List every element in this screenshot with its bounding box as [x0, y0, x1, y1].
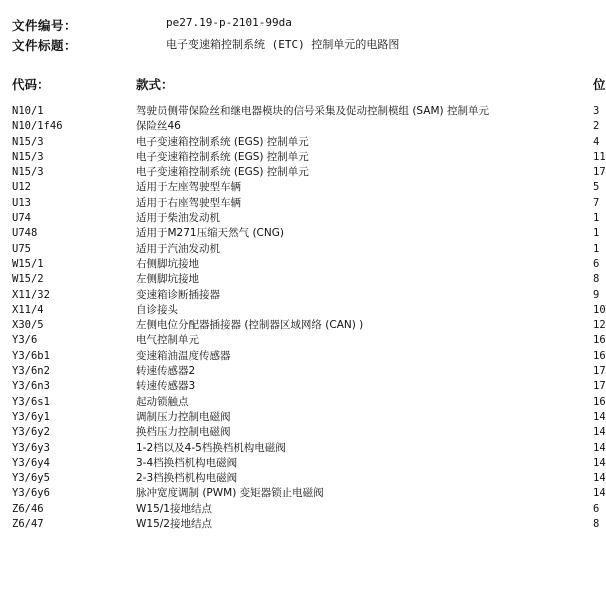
- table-row: [0, 165, 606, 180]
- component-description: 电子变速箱控制系统 (EGS) 控制单元: [136, 135, 309, 148]
- table-row: [0, 211, 603, 226]
- component-position: 7: [593, 196, 600, 209]
- table-row: [0, 471, 606, 486]
- component-code: U75: [12, 242, 31, 255]
- component-code: N15/3: [12, 150, 44, 163]
- component-code: W15/2: [12, 273, 44, 286]
- component-description: 电子变速箱控制系统 (EGS) 控制单元: [136, 166, 309, 179]
- component-position: 16: [593, 395, 606, 408]
- component-description: W15/2接地结点: [136, 518, 212, 531]
- table-row: [0, 180, 603, 195]
- component-code: X11/4: [12, 303, 44, 316]
- component-position: 14: [593, 456, 606, 469]
- component-position: 11: [593, 150, 606, 163]
- component-position: 2: [593, 120, 600, 133]
- component-description: 适用于汽油发动机: [136, 242, 220, 255]
- table-row: [0, 288, 603, 303]
- table-row: [0, 272, 603, 287]
- table-row: [0, 257, 603, 272]
- component-description: 适用于左座驾驶型车辆: [136, 181, 241, 194]
- table-row: [0, 456, 606, 471]
- component-code: Y3/6y6: [12, 487, 50, 500]
- component-code: W15/1: [12, 257, 44, 270]
- component-code: U12: [12, 181, 31, 194]
- component-code: Y3/6s1: [12, 395, 50, 408]
- model-column-header: 款式：: [136, 77, 174, 92]
- table-row: [0, 364, 606, 379]
- table-row: [0, 226, 603, 241]
- file-title-value: 电子变速箱控制系统 (ETC) 控制单元的电路图: [166, 38, 400, 51]
- component-position: 10: [593, 303, 606, 316]
- component-description: 脉冲宽度调制 (PWM) 变矩器锁止电磁阀: [136, 487, 324, 500]
- component-position: 14: [593, 487, 606, 500]
- component-description: 转速传感器2: [136, 365, 196, 378]
- component-description: 转速传感器3: [136, 380, 196, 393]
- component-position: 6: [593, 502, 600, 515]
- component-description: 自诊接头: [136, 303, 178, 316]
- component-description: 适用于柴油发动机: [136, 212, 220, 225]
- component-position: 17: [593, 380, 606, 393]
- component-code: Y3/6n2: [12, 365, 50, 378]
- component-description: 适用于M271压缩天然气 (CNG): [136, 227, 284, 240]
- component-description: 1-2档以及4-5档换档机构电磁阀: [136, 441, 286, 454]
- table-row: [0, 395, 606, 410]
- table-row: [0, 486, 606, 501]
- component-description: 左侧电位分配器插接器 (控制器区域网络 (CAN) ): [136, 319, 364, 332]
- file-number-value: pe27.19-p-2101-99da: [166, 16, 292, 29]
- component-description: 变速箱油温度传感器: [136, 349, 231, 362]
- component-position: 14: [593, 441, 606, 454]
- component-code: N10/1: [12, 105, 44, 117]
- component-code: Z6/46: [12, 502, 44, 515]
- table-row: [0, 441, 606, 456]
- component-description: 起动锁触点: [136, 395, 189, 408]
- component-description: 2-3档换档机构电磁阀: [136, 472, 238, 485]
- component-position: 8: [593, 273, 600, 286]
- component-position: 12: [593, 319, 606, 332]
- component-position: 14: [593, 472, 606, 485]
- component-description: 3-4档换档机构电磁阀: [136, 456, 238, 469]
- table-row: [0, 517, 603, 532]
- table-row: [0, 502, 603, 517]
- table-row: [0, 333, 606, 348]
- component-position: 5: [593, 181, 600, 194]
- component-table: [0, 104, 606, 532]
- component-code: Y3/6y1: [12, 410, 50, 423]
- component-position: 16: [593, 334, 606, 347]
- component-position: 17: [593, 166, 606, 179]
- component-position: 3: [593, 105, 600, 117]
- table-row: [0, 104, 603, 119]
- component-description: 调制压力控制电磁阀: [136, 410, 231, 423]
- component-position: 8: [593, 518, 600, 531]
- component-position: 1: [593, 227, 600, 240]
- component-code: X30/5: [12, 319, 44, 332]
- component-code: U13: [12, 196, 31, 209]
- table-row: [0, 119, 603, 134]
- code-column-header: 代码：: [12, 77, 50, 92]
- component-description: 保险丝46: [136, 120, 181, 133]
- component-code: Y3/6: [12, 334, 38, 347]
- component-position: 1: [593, 212, 600, 225]
- component-position: 14: [593, 426, 606, 439]
- component-description: 电子变速箱控制系统 (EGS) 控制单元: [136, 150, 309, 163]
- component-position: 1: [593, 242, 600, 255]
- table-row: [0, 425, 606, 440]
- component-position: 4: [593, 135, 600, 148]
- component-description: 换档压力控制电磁阀: [136, 426, 231, 439]
- component-code: U74: [12, 212, 31, 225]
- table-row: [0, 242, 603, 257]
- component-description: 左侧脚坑接地: [136, 273, 199, 286]
- component-code: N10/1f46: [12, 120, 63, 133]
- component-description: 驾驶员侧带保险丝和继电器模块的信号采集及促动控制模组 (SAM) 控制单元: [136, 105, 489, 117]
- component-position: 17: [593, 365, 606, 378]
- file-number-label: 文件编号：: [12, 18, 78, 33]
- component-code: Y3/6y5: [12, 472, 50, 485]
- component-position: 14: [593, 410, 606, 423]
- component-description: W15/1接地结点: [136, 502, 212, 515]
- component-description: 电气控制单元: [136, 334, 199, 347]
- component-code: N15/3: [12, 135, 44, 148]
- component-code: Z6/47: [12, 518, 44, 531]
- component-position: 6: [593, 257, 600, 270]
- table-row: [0, 196, 603, 211]
- component-code: Y3/6y4: [12, 456, 50, 469]
- component-description: 适用于右座驾驶型车辆: [136, 196, 241, 209]
- component-code: U748: [12, 227, 38, 240]
- component-code: N15/3: [12, 166, 44, 179]
- component-position: 16: [593, 349, 606, 362]
- table-row: [0, 410, 606, 425]
- file-title-label: 文件标题：: [12, 38, 78, 53]
- table-row: [0, 150, 606, 165]
- component-position: 9: [593, 288, 600, 301]
- component-code: Y3/6y2: [12, 426, 50, 439]
- component-code: Y3/6y3: [12, 441, 50, 454]
- table-row: [0, 303, 606, 318]
- table-row: [0, 379, 606, 394]
- component-description: 变速箱诊断插接器: [136, 288, 220, 301]
- table-row: [0, 349, 606, 364]
- table-row: [0, 318, 606, 333]
- component-description: 右侧脚坑接地: [136, 257, 199, 270]
- component-code: Y3/6b1: [12, 349, 50, 362]
- table-row: [0, 135, 603, 150]
- component-code: Y3/6n3: [12, 380, 50, 393]
- component-code: X11/32: [12, 288, 50, 301]
- position-column-header: 位: [593, 77, 606, 92]
